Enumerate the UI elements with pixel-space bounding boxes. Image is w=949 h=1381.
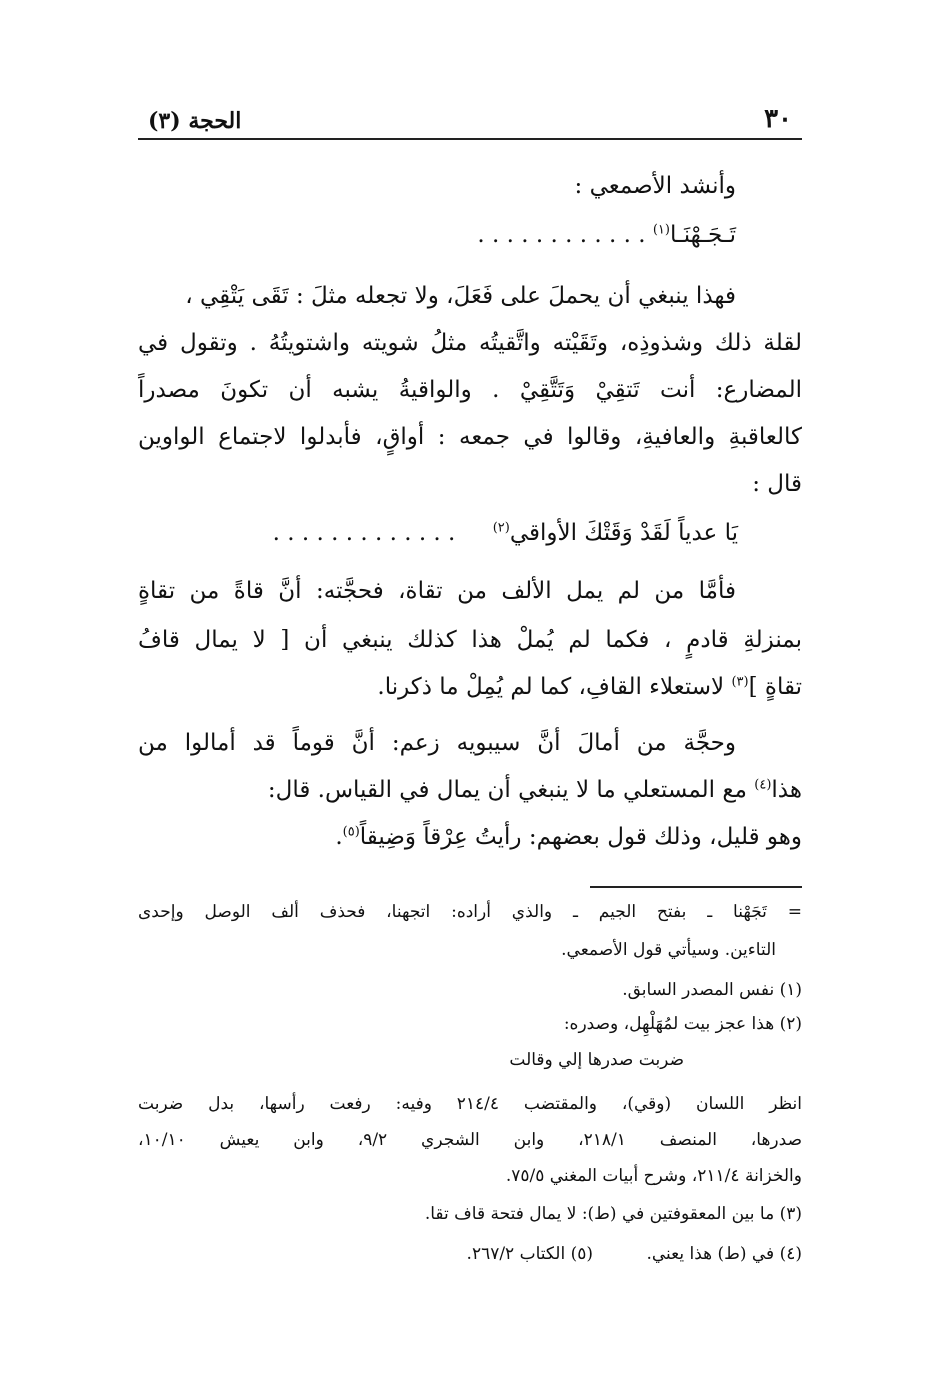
page-header xyxy=(138,100,802,140)
paragraph-line: المضارع: أنت تَتقِيْ وَتَتَّقِيْ . والواقيةُ يشبه أن تكونَ مصدراً xyxy=(138,377,802,403)
paragraph-line: قال : xyxy=(752,471,802,497)
intro-verse xyxy=(138,222,802,248)
paragraph-line: كالعاقبةِ والعافيةِ، وقالوا في جمعه : أواقٍ، فأبدلوا لاجتماع الواوين xyxy=(138,424,802,450)
footnote-line: والخزانة ٢١١/٤، وشرح أبيات المغني ٧٥/٥. xyxy=(505,1166,802,1186)
paragraph-line: وحجَّة من أمالَ أنَّ سيبويه زعم: أنَّ قوماً قد أمالوا من xyxy=(138,730,736,756)
paragraph-line xyxy=(138,674,802,700)
verse-text: يَا عدياً لَقَدْ وَقَتْكَ الأواقي xyxy=(509,520,738,546)
intro-line: وأنشد الأصمعي : xyxy=(574,173,736,199)
footnote-4: (٤) في (ط) هذا يعني. xyxy=(646,1244,802,1264)
paragraph-line: فأمَّا من لم يمل الألف من تقاة، فحجَّته: أنَّ قاةً من تقاةٍ xyxy=(138,578,736,604)
text-run: وهو قليل، وذلك قول بعضهم: رأيتُ عِرْقاً وَضِيقاً xyxy=(359,824,802,850)
footnote-line: التاءين. وسيأتي قول الأصمعي. xyxy=(561,940,776,960)
verse-ellipsis: . . . . . . . . . . . . . xyxy=(272,520,456,546)
header-rule xyxy=(138,138,802,140)
footnote-1: (١) نفس المصدر السابق. xyxy=(622,980,802,1000)
footnote-separator xyxy=(590,886,802,888)
running-title: الحجة (٣) xyxy=(148,108,242,134)
paragraph-line: فهذا ينبغي أن يحملَ على فَعَلَ، ولا تجعله مثلَ : تَقَى يَتْقِي ، xyxy=(185,283,736,309)
verse-ellipsis: . . . . . . . . . . . . xyxy=(477,222,646,248)
footnote-3: (٣) ما بين المعقوفتين في (ط): لا يمال فتحة قاف تقا. xyxy=(424,1204,802,1224)
footnote-ref: (٢) xyxy=(492,520,510,536)
footnote-verse: ضربت صدرها إلي وقالت xyxy=(509,1050,684,1070)
footnote-ref: (٣) xyxy=(731,674,749,690)
page-number: ٣٠ xyxy=(764,104,792,134)
text-run: لاستعلاء القافِ، كما لم يُمِلْ ما ذكرنا. xyxy=(377,674,732,700)
paragraph-line xyxy=(138,824,802,850)
text-run: هذا xyxy=(771,777,802,803)
footnote-ref: (٥) xyxy=(342,824,360,840)
footnote-4-5 xyxy=(138,1244,802,1264)
paragraph-line: بمنزلةِ قادمٍ ، فكما لم يُملْ هذا كذلك ينبغي أن [ لا يمال قافُ xyxy=(138,627,802,653)
footnote-ref: (١) xyxy=(652,222,670,238)
footnote-2: (٢) هذا عجز بيت لمُهَلْهِل، وصدره: xyxy=(563,1014,802,1034)
verse-line xyxy=(150,520,738,546)
footnote-line: = تَجَهْنا ـ بفتح الجيم ـ والذي أراده: اتجهنا، فحذف ألف الوصل وإحدى xyxy=(138,902,802,922)
footnote-line: انظر اللسان (وقي)، والمقتضب ٢١٤/٤ وفيه: رفعت رأسها، بدل ضربت xyxy=(138,1094,802,1114)
verse-word: تَـجَـهْنَـا xyxy=(669,222,736,248)
text-run: . xyxy=(335,824,343,850)
footnote-5: (٥) الكتاب ٢٦٧/٢. xyxy=(466,1244,594,1264)
paragraph-line: لقلة ذلك وشذوذِه، وتَقَيْته واتَّقيتُه مثلُ شويته واشتويتُهُ . وتقول في xyxy=(138,330,802,356)
footnote-ref: (٤) xyxy=(754,777,772,793)
text-run: مع المستعلي ما لا ينبغي أن يمال في القياس. قال: xyxy=(267,777,755,803)
text-run: تقاةٍ ] xyxy=(748,674,802,700)
paragraph-line xyxy=(138,777,802,803)
footnote-line: صدرها، المنصف ٢١٨/١، وابن الشجري ٩/٢، وابن يعيش ١٠/١٠، xyxy=(138,1130,803,1150)
